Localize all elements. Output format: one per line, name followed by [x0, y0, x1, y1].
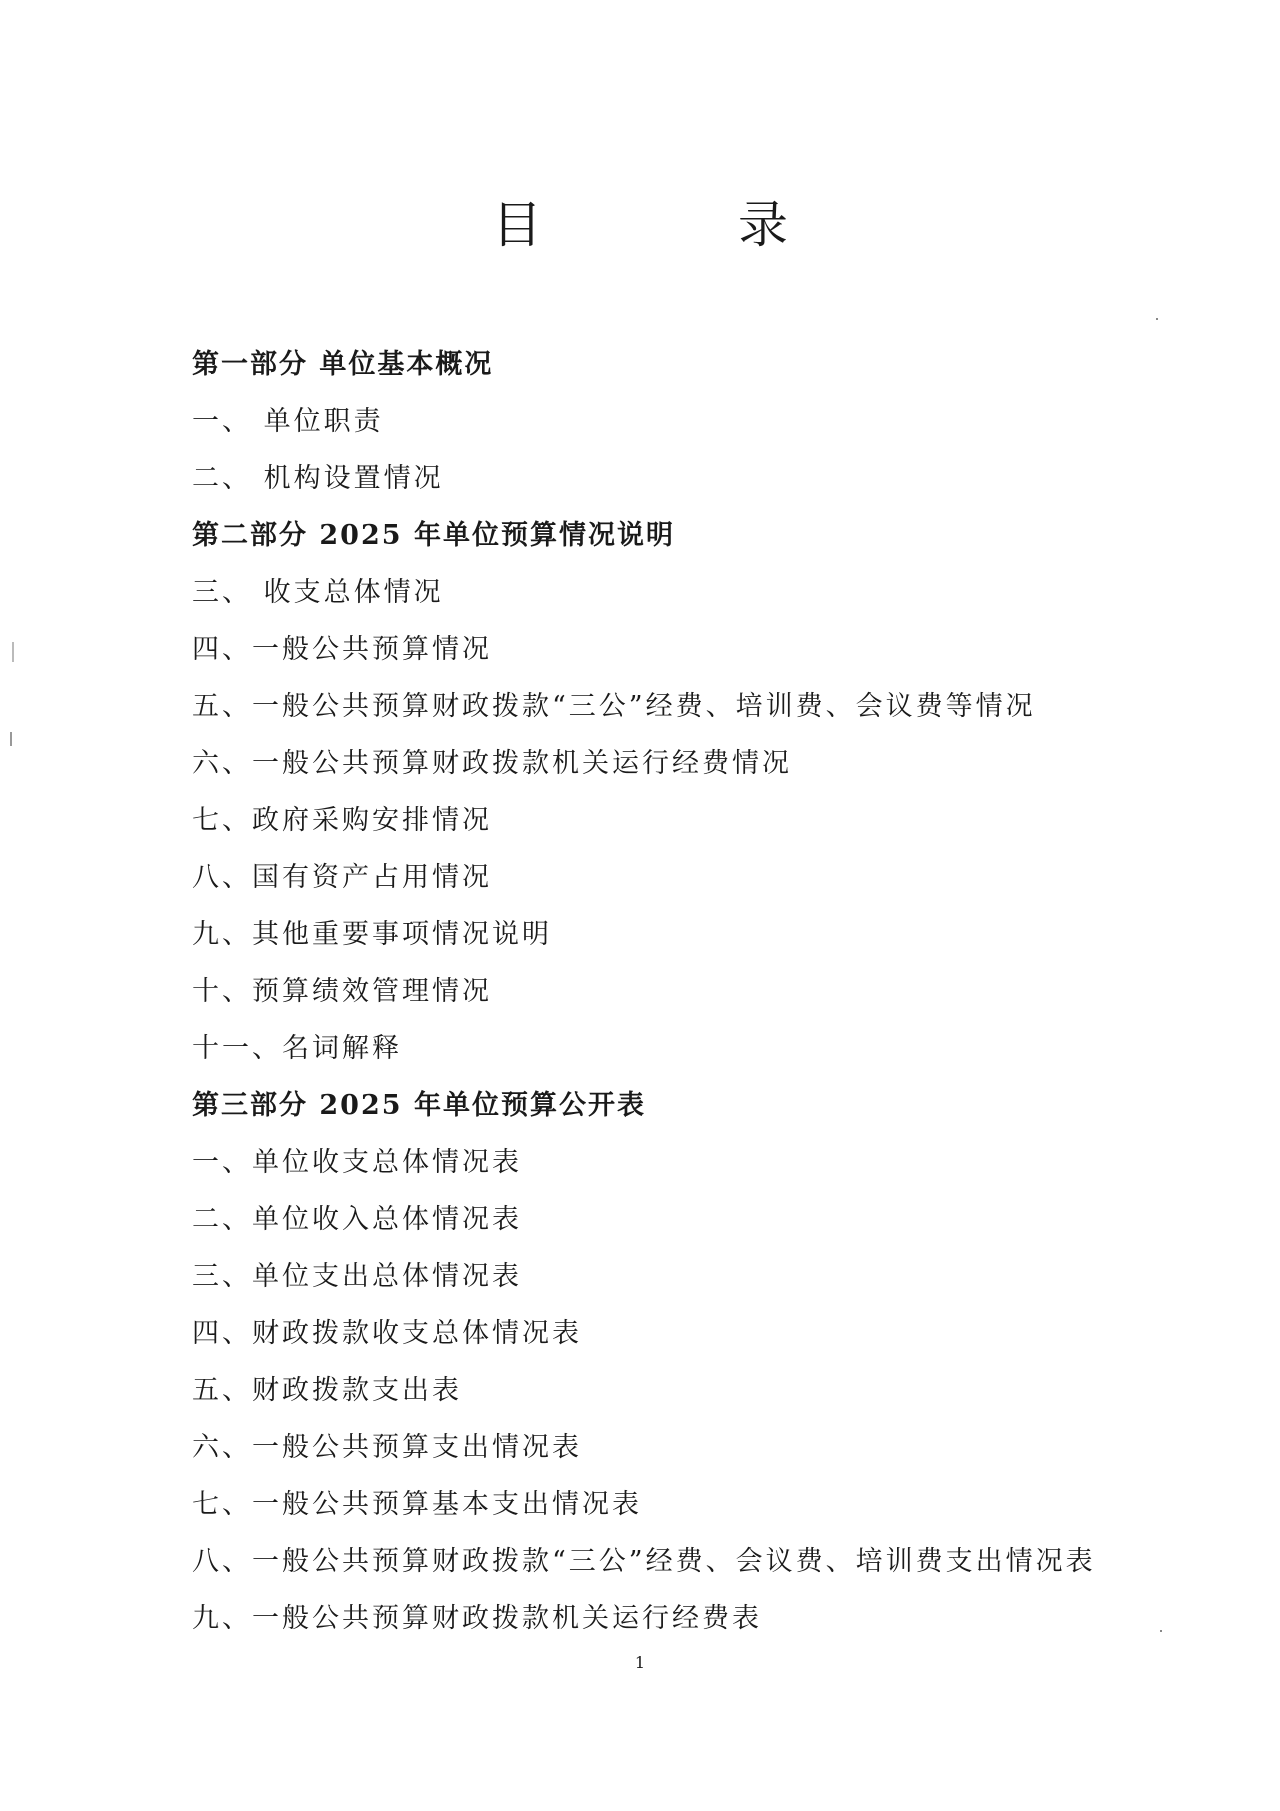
toc-section-part-2: 第二部分 2025 年单位预算情况说明: [192, 520, 675, 551]
toc-entry: 七、一般公共预算基本支出情况表: [192, 1489, 642, 1520]
toc-entry: 二、 机构设置情况: [192, 463, 444, 494]
toc-section-part-1: 第一部分 单位基本概况: [192, 349, 494, 380]
scan-speck: [12, 642, 14, 662]
toc-entry: 五、财政拨款支出表: [192, 1375, 462, 1406]
scan-speck: [1160, 1630, 1162, 1632]
toc-entry: 二、单位收入总体情况表: [192, 1204, 522, 1235]
toc-entry: 一、 单位职责: [192, 406, 384, 437]
toc-entry: 三、单位支出总体情况表: [192, 1261, 522, 1292]
toc-entry: 九、其他重要事项情况说明: [192, 919, 552, 950]
toc-entry: 五、一般公共预算财政拨款“三公”经费、培训费、会议费等情况: [192, 691, 1036, 722]
toc-entry: 四、财政拨款收支总体情况表: [192, 1318, 582, 1349]
toc-entry: 六、一般公共预算财政拨款机关运行经费情况: [192, 748, 792, 779]
toc-section-part-3: 第三部分 2025 年单位预算公开表: [192, 1090, 646, 1121]
toc-entry: 九、一般公共预算财政拨款机关运行经费表: [192, 1603, 762, 1634]
toc-entry: 四、一般公共预算情况: [192, 634, 492, 665]
toc-entry: 十一、名词解释: [192, 1033, 402, 1064]
table-of-contents: [192, 343, 1192, 1654]
toc-entry: 一、单位收支总体情况表: [192, 1147, 522, 1178]
toc-entry: 三、 收支总体情况: [192, 577, 444, 608]
toc-entry: 七、政府采购安排情况: [192, 805, 492, 836]
toc-entry: 八、一般公共预算财政拨款“三公”经费、会议费、培训费支出情况表: [192, 1546, 1096, 1577]
page-title: 目 录: [492, 196, 878, 254]
toc-entry: 十、预算绩效管理情况: [192, 976, 492, 1007]
scan-speck: [1156, 318, 1158, 320]
scan-speck: [10, 732, 12, 746]
page-number: 1: [634, 1653, 646, 1672]
toc-entry: 六、一般公共预算支出情况表: [192, 1432, 582, 1463]
toc-entry: 八、国有资产占用情况: [192, 862, 492, 893]
